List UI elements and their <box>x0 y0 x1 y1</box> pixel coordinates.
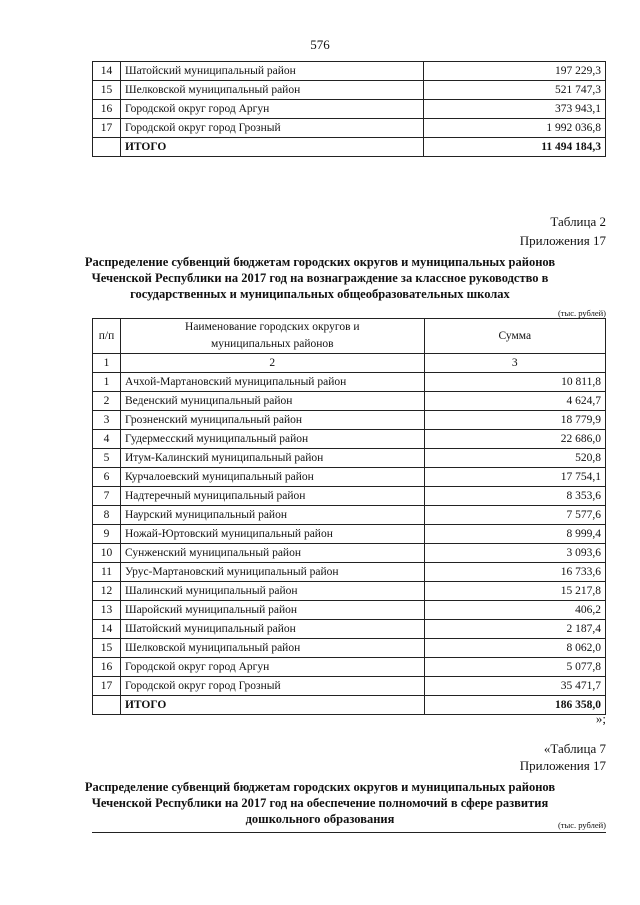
table2-cell-name: Гудермесский муниципальный район <box>120 430 424 449</box>
table7-unit: (тыс. рублей) <box>557 820 606 830</box>
table2-cell-n: 14 <box>93 620 121 639</box>
table2-header-name <box>120 319 424 354</box>
top-table-row <box>93 62 606 81</box>
table2-header-n: п/п <box>93 319 121 354</box>
table2-cell-n: 10 <box>93 544 121 563</box>
table2-cell-n: 11 <box>93 563 121 582</box>
table2-cell-name: Грозненский муниципальный район <box>120 411 424 430</box>
top-table-cell-sum: 373 943,1 <box>424 100 606 119</box>
table2-cell-n: 7 <box>93 487 121 506</box>
table2-cell-name: Ножай-Юртовский муниципальный район <box>120 525 424 544</box>
table2-row <box>93 506 606 525</box>
table2-total-sum: 186 358,0 <box>424 696 605 715</box>
table2-cell-name: Городской округ город Грозный <box>120 677 424 696</box>
table2-cell-name: Наурский муниципальный район <box>120 506 424 525</box>
table2-row <box>93 525 606 544</box>
table2-cell-sum: 8 353,6 <box>424 487 605 506</box>
table2-cell-n: 2 <box>93 392 121 411</box>
table2-cell-n: 4 <box>93 430 121 449</box>
table2-cell-n: 9 <box>93 525 121 544</box>
table7-heading <box>70 779 570 827</box>
table2 <box>92 318 606 715</box>
top-total-label: ИТОГО <box>120 138 424 157</box>
table2-cell-sum: 8 062,0 <box>424 639 605 658</box>
table2-row <box>93 430 606 449</box>
table2-cell-n: 8 <box>93 506 121 525</box>
top-total-n-cell <box>93 138 121 157</box>
table2-colnum-2: 2 <box>120 354 424 373</box>
table2-cell-name: Урус-Мартановский муниципальный район <box>120 563 424 582</box>
table2-cell-n: 1 <box>93 373 121 392</box>
table2-cell-name: Надтеречный муниципальный район <box>120 487 424 506</box>
table2-heading-line1: Распределение субвенций бюджетам городских округов и муниципальных районов <box>84 255 556 269</box>
table2-heading-line3: государственных и муниципальных общеобразовательных школах <box>130 287 510 301</box>
table2-cell-sum: 3 093,6 <box>424 544 605 563</box>
table2-cell-sum: 4 624,7 <box>424 392 605 411</box>
top-table-row <box>93 81 606 100</box>
table2-cell-name: Ачхой-Мартановский муниципальный район <box>120 373 424 392</box>
table2-cell-n: 5 <box>93 449 121 468</box>
table7-heading-line3: дошкольного образования <box>245 812 395 826</box>
table2-heading-line2: Чеченской Республики на 2017 год на вознаграждение за классное руководство в <box>91 271 549 285</box>
top-table-cell-n: 16 <box>93 100 121 119</box>
table2-header-sum: Сумма <box>424 319 605 354</box>
top-table-cell-n: 15 <box>93 81 121 100</box>
table2-header-row <box>93 319 606 354</box>
top-table-cell-sum: 197 229,3 <box>424 62 606 81</box>
table2-caption-title: Таблица 2 <box>550 214 606 229</box>
table2-row <box>93 563 606 582</box>
top-table-row <box>93 100 606 119</box>
table2-cell-name: Шаройский муниципальный район <box>120 601 424 620</box>
table2-cell-n: 13 <box>93 601 121 620</box>
table2-cell-n: 6 <box>93 468 121 487</box>
top-table-cell-name: Городской округ город Грозный <box>120 119 424 138</box>
table2-row <box>93 620 606 639</box>
table2-cell-name: Веденский муниципальный район <box>120 392 424 411</box>
top-table-cell-name: Городской округ город Аргун <box>120 100 424 119</box>
table2-cell-sum: 8 999,4 <box>424 525 605 544</box>
top-table-cell-name: Шелковской муниципальный район <box>120 81 424 100</box>
table2-cell-n: 16 <box>93 658 121 677</box>
table2-cell-name: Шалинский муниципальный район <box>120 582 424 601</box>
table2-row <box>93 677 606 696</box>
table2-row <box>93 658 606 677</box>
top-total-sum: 11 494 184,3 <box>424 138 606 157</box>
table2-cell-sum: 406,2 <box>424 601 605 620</box>
top-continuation-table <box>92 61 606 157</box>
table2-cell-name: Шатойский муниципальный район <box>120 620 424 639</box>
table2-header-name-line2: муниципальных районов <box>210 338 334 350</box>
table2-cell-sum: 520,8 <box>424 449 605 468</box>
table2-row <box>93 411 606 430</box>
table2-cell-n: 3 <box>93 411 121 430</box>
table2-row <box>93 487 606 506</box>
table2-cell-sum: 10 811,8 <box>424 373 605 392</box>
table7-caption-appendix: Приложения 17 <box>519 758 606 773</box>
top-table-cell-name: Шатойский муниципальный район <box>120 62 424 81</box>
table2-cell-n: 17 <box>93 677 121 696</box>
table2-cell-sum: 2 187,4 <box>424 620 605 639</box>
table2-cell-sum: 18 779,9 <box>424 411 605 430</box>
table2-closing-mark: »; <box>595 711 606 726</box>
top-table-cell-sum: 521 747,3 <box>424 81 606 100</box>
table2-unit: (тыс. рублей) <box>557 308 606 318</box>
table2-total-n-cell <box>93 696 121 715</box>
table2-colnum-row <box>93 354 606 373</box>
table2-row <box>93 544 606 563</box>
top-table-row <box>93 119 606 138</box>
table2-cell-sum: 5 077,8 <box>424 658 605 677</box>
table2-colnum-1: 1 <box>93 354 121 373</box>
table2-row <box>93 601 606 620</box>
table2-total-label: ИТОГО <box>120 696 424 715</box>
table7-heading-line1: Распределение субвенций бюджетам городских округов и муниципальных районов <box>84 780 556 794</box>
page-number: 576 <box>310 37 330 52</box>
table2-row <box>93 449 606 468</box>
table2-cell-sum: 22 686,0 <box>424 430 605 449</box>
top-table-total-row <box>93 138 606 157</box>
table2-cell-name: Сунженский муниципальный район <box>120 544 424 563</box>
table2-row <box>93 468 606 487</box>
table2-cell-n: 12 <box>93 582 121 601</box>
table2-cell-sum: 35 471,7 <box>424 677 605 696</box>
top-table-cell-n: 17 <box>93 119 121 138</box>
table2-header-name-line1: Наименование городских округов и <box>185 321 360 333</box>
table2-heading <box>70 254 570 302</box>
table2-row <box>93 639 606 658</box>
table2-cell-n: 15 <box>93 639 121 658</box>
table2-total-row <box>93 696 606 715</box>
table7-caption-title: «Таблица 7 <box>543 741 606 756</box>
table2-cell-name: Городской округ город Аргун <box>120 658 424 677</box>
table2-cell-name: Курчалоевский муниципальный район <box>120 468 424 487</box>
table2-cell-name: Итум-Калинский муниципальный район <box>120 449 424 468</box>
table2-cell-sum: 17 754,1 <box>424 468 605 487</box>
table2-cell-sum: 16 733,6 <box>424 563 605 582</box>
top-table-cell-n: 14 <box>93 62 121 81</box>
table2-cell-sum: 7 577,6 <box>424 506 605 525</box>
table2-colnum-3: 3 <box>424 354 605 373</box>
table2-row <box>93 582 606 601</box>
table2-row <box>93 392 606 411</box>
table7-divider <box>92 832 606 833</box>
table2-cell-name: Шелковской муниципальный район <box>120 639 424 658</box>
table2-cell-sum: 15 217,8 <box>424 582 605 601</box>
table2-row <box>93 373 606 392</box>
table2-caption-appendix: Приложения 17 <box>519 233 606 248</box>
top-table-cell-sum: 1 992 036,8 <box>424 119 606 138</box>
table7-heading-line2: Чеченской Республики на 2017 год на обеспечение полномочий в сфере развития <box>91 796 549 810</box>
